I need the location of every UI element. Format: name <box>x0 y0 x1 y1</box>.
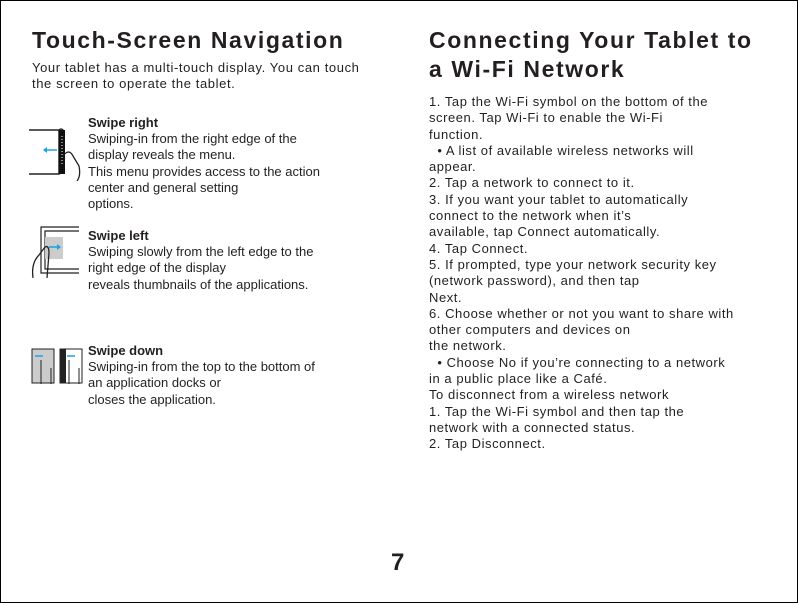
instruction-line: in a public place like a Café. <box>429 371 608 387</box>
instruction-line: • A list of available wireless networks will <box>429 142 694 158</box>
instruction-line: other computers and devices on <box>429 322 631 338</box>
page-number: 7 <box>391 549 405 576</box>
instruction-line: 2. Tap Disconnect. <box>429 436 546 452</box>
line: This menu provides access to the action <box>88 163 320 179</box>
instruction-line: 5. If prompted, type your network security key <box>429 256 717 272</box>
line: center and general setting <box>88 179 239 195</box>
line: display reveals the menu. <box>88 147 236 163</box>
line: right edge of the display <box>88 260 227 276</box>
instruction-line: To disconnect from a wireless network <box>429 387 669 403</box>
instruction-line: appear. <box>429 159 477 175</box>
title-line: Connecting Your Tablet to <box>429 27 753 53</box>
section-heading: Swipe left <box>88 228 149 243</box>
instruction-line: 1. Tap the Wi-Fi symbol on the bottom of the <box>429 94 709 109</box>
intro-text: Your tablet has a multi-touch display. You can touch the screen to operate the tablet. <box>32 60 360 91</box>
instruction-line: screen. Tap Wi-Fi to enable the Wi-Fi <box>429 110 663 126</box>
title-line: a Wi-Fi Network <box>429 56 626 82</box>
instruction-line: 6. Choose whether or not you want to share with <box>429 305 734 321</box>
wifi-instructions <box>429 94 734 453</box>
swipe-down-icon <box>29 346 84 386</box>
section-swipe-left <box>88 228 313 293</box>
line: Swiping-in from the top to the bottom of <box>88 359 315 375</box>
section-heading: Swipe down <box>88 343 164 358</box>
instruction-line: 4. Tap Connect. <box>429 240 529 256</box>
instruction-line: 3. If you want your tablet to automatically <box>429 191 689 207</box>
section-swipe-right <box>88 115 320 212</box>
swipe-right-icon <box>29 126 84 181</box>
line: options. <box>88 196 134 212</box>
left-title: Touch-Screen Navigation <box>32 27 345 53</box>
swipe-left-icon <box>29 223 84 278</box>
line: Swiping slowly from the left edge to the <box>88 244 314 260</box>
right-title <box>429 26 753 84</box>
line: an application docks or <box>88 375 221 391</box>
instruction-line: (network password), and then tap <box>429 273 640 289</box>
instruction-line: function. <box>429 126 484 142</box>
instruction-line: • Choose No if you’re connecting to a network <box>429 354 726 370</box>
section-swipe-down <box>88 343 315 408</box>
instruction-line: the network. <box>429 338 507 354</box>
line: reveals thumbnails of the applications. <box>88 276 309 292</box>
instruction-line: connect to the network when it’s <box>429 208 632 224</box>
instruction-line: network with a connected status. <box>429 419 636 435</box>
instruction-line: 2. Tap a network to connect to it. <box>429 175 635 191</box>
line: closes the application. <box>88 391 216 407</box>
section-heading: Swipe right <box>88 115 159 130</box>
instruction-line: Next. <box>429 289 463 305</box>
instruction-line: available, tap Connect automatically. <box>429 224 661 240</box>
instruction-line: 1. Tap the Wi-Fi symbol and then tap the <box>429 403 685 419</box>
line: Swiping-in from the right edge of the <box>88 131 297 147</box>
